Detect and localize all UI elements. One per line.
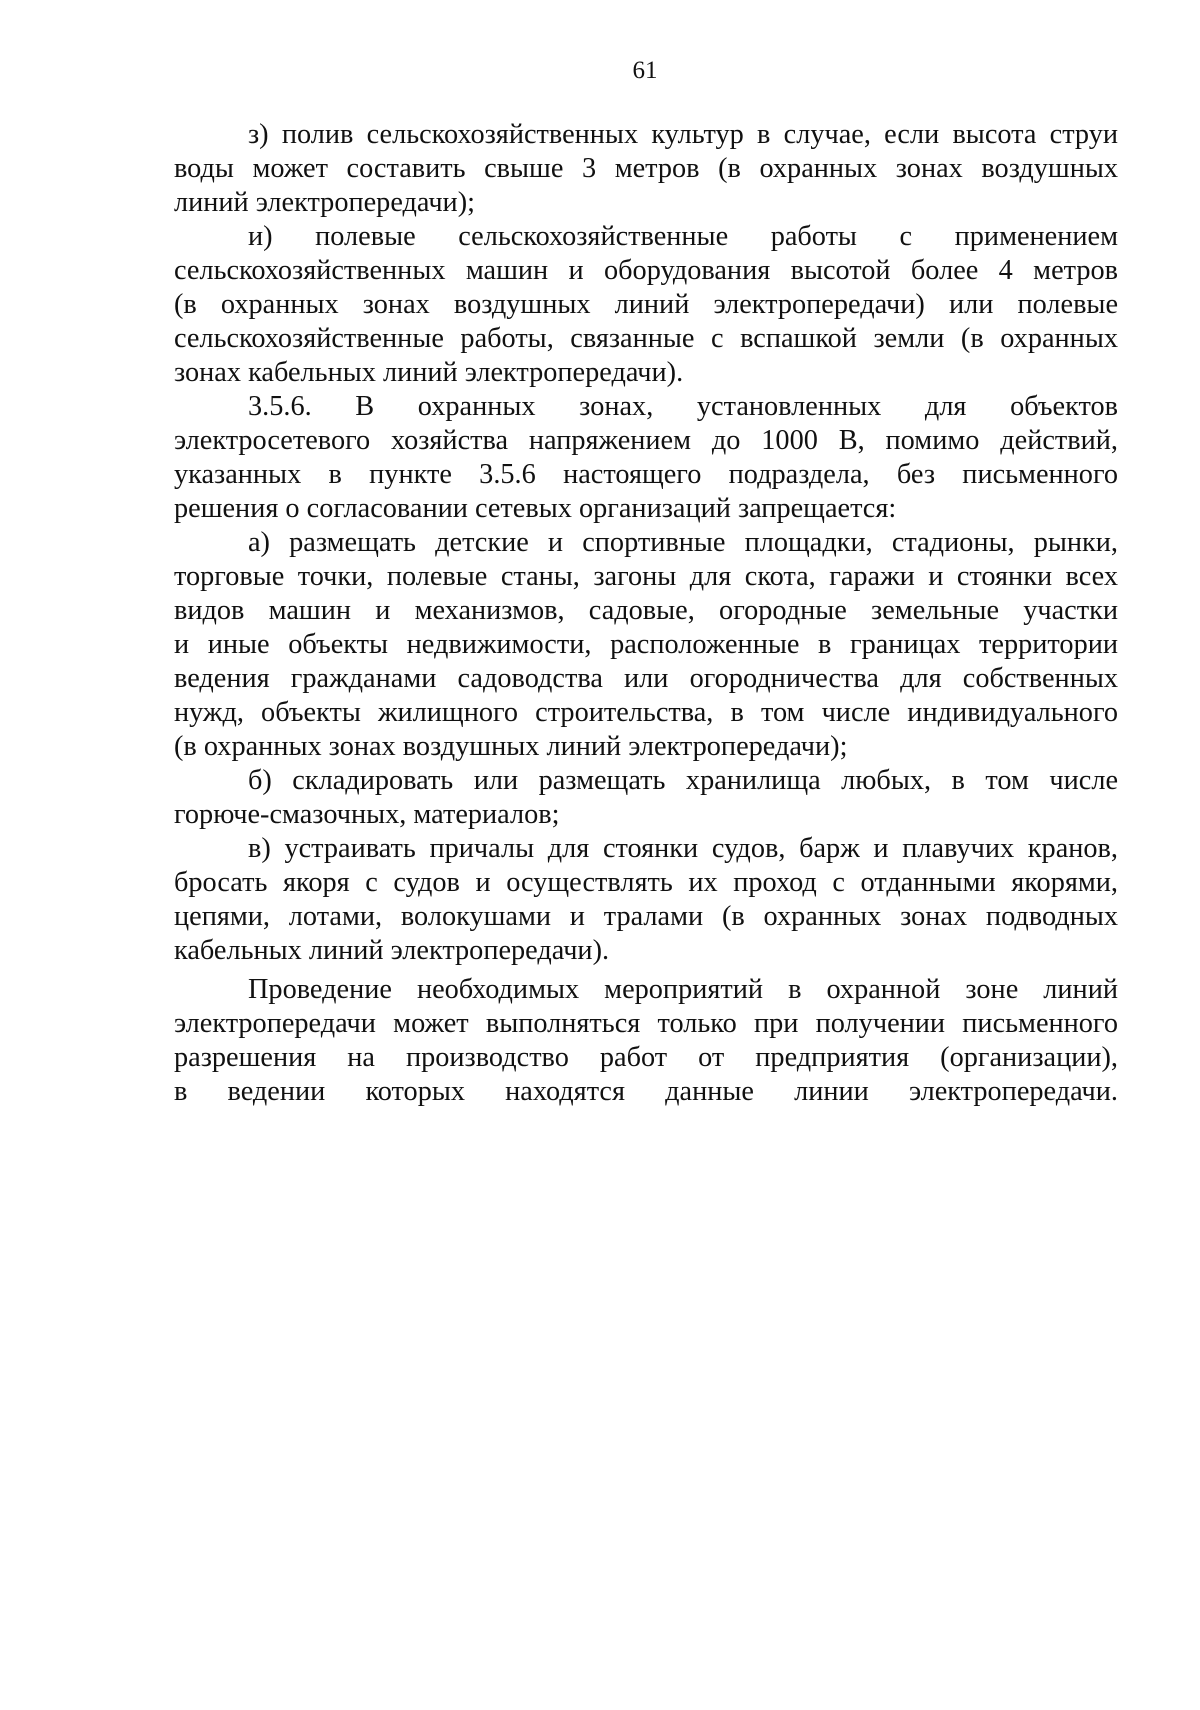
text-line: воды может составить свыше 3 метров (в охранных зонах воздушных	[174, 153, 1118, 184]
text-line: электропередачи может выполняться только при получении письменного	[174, 1008, 1118, 1039]
paragraph-item-v	[174, 832, 1118, 968]
text-line: торговые точки, полевые станы, загоны для скота, гаражи и стоянки всех	[174, 561, 1118, 592]
paragraph-item-i	[174, 220, 1118, 390]
text-line: 3.5.6. В охранных зонах, установленных для объектов	[248, 391, 1118, 422]
text-line: Проведение необходимых мероприятий в охранной зоне линий	[248, 974, 1118, 1005]
paragraph-closing	[174, 973, 1118, 1109]
text-line: цепями, лотами, волокушами и тралами (в охранных зонах подводных	[174, 901, 1118, 932]
paragraph-item-a	[174, 526, 1118, 764]
text-line: а) размещать детские и спортивные площадки, стадионы, рынки,	[248, 527, 1118, 558]
text-line: сельскохозяйственных машин и оборудования высотой более 4 метров	[174, 255, 1118, 286]
paragraph-item-b	[174, 764, 1118, 832]
document-body	[174, 118, 1118, 1109]
text-line: видов машин и механизмов, садовые, огородные земельные участки	[174, 595, 1118, 626]
text-line: б) складировать или размещать хранилища любых, в том числе	[248, 765, 1118, 796]
text-line: и) полевые сельскохозяйственные работы с применением	[248, 221, 1118, 252]
text-line: з) полив сельскохозяйственных культур в случае, если высота струи	[248, 119, 1118, 150]
paragraph-item-z	[174, 118, 1118, 220]
text-line: (в охранных зонах воздушных линий электропередачи);	[174, 731, 848, 762]
text-line: ведения гражданами садоводства или огородничества для собственных	[174, 663, 1118, 694]
text-line: кабельных линий электропередачи).	[174, 935, 610, 966]
text-line: в ведении которых находятся данные линии электропередачи.	[174, 1076, 1118, 1107]
text-line: сельскохозяйственные работы, связанные с вспашкой земли (в охранных	[174, 323, 1118, 354]
text-line: зонах кабельных линий электропередачи).	[174, 357, 684, 388]
text-line: и иные объекты недвижимости, расположенные в границах территории	[174, 629, 1118, 660]
text-line: указанных в пункте 3.5.6 настоящего подраздела, без письменного	[174, 459, 1118, 490]
text-line: горюче-смазочных, материалов;	[174, 799, 560, 830]
text-line: разрешения на производство работ от предприятия (организации),	[174, 1042, 1118, 1073]
page-number: 61	[632, 57, 658, 84]
text-line: в) устраивать причалы для стоянки судов, барж и плавучих кранов,	[248, 833, 1118, 864]
text-line: электросетевого хозяйства напряжением до 1000 В, помимо действий,	[174, 425, 1118, 456]
text-line: (в охранных зонах воздушных линий электропередачи) или полевые	[174, 289, 1118, 320]
text-line: нужд, объекты жилищного строительства, в том числе индивидуального	[174, 697, 1118, 728]
paragraph-section-3-5-6	[174, 390, 1118, 526]
text-line: бросать якоря с судов и осуществлять их проход с отданными якорями,	[174, 867, 1118, 898]
text-line: линий электропередачи);	[174, 187, 475, 218]
text-line: решения о согласовании сетевых организаций запрещается:	[174, 493, 897, 524]
